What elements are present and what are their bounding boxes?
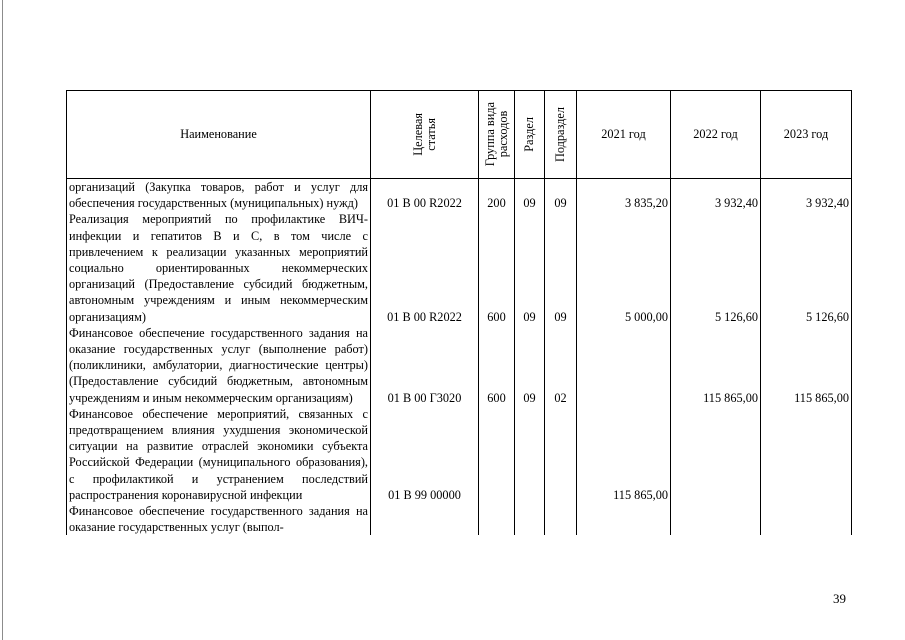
row-name: Реализация мероприятий по профилактике ВИЧ-инфекции и гепатитов В и С, в том числе с привлечением к реализации указанных мероприятий социально ориентированных некоммерческих организаций (Предоставление субсидий бюджетным, автономным учреждениям и иным некоммерческим организациям) — [67, 211, 371, 324]
row-target-article: 01 В 00 R2022 — [371, 179, 479, 212]
row-2021: 115 865,00 — [577, 406, 671, 503]
row-2021: 5 000,00 — [577, 211, 671, 324]
row-2022: 115 865,00 — [671, 325, 761, 406]
row-2023: 3 932,40 — [761, 179, 852, 212]
row-expense-group: 600 — [479, 325, 515, 406]
table-header-row — [67, 91, 852, 179]
row-target-article — [371, 503, 479, 535]
row-2021: 3 835,20 — [577, 179, 671, 212]
header-expense-group-l2: расходов — [495, 111, 510, 158]
row-2021 — [577, 325, 671, 406]
header-2023: 2023 год — [761, 91, 852, 179]
header-expense-group-l1: Группа вида — [482, 102, 497, 167]
row-name: Финансовое обеспечение государственного задания на оказание государственных услуг (выпол- — [67, 503, 371, 535]
budget-table — [66, 90, 852, 535]
row-2023 — [761, 503, 852, 535]
row-name: Финансовое обеспечение государственного задания на оказание государственных услуг (выполнение работ) (поликлиники, амбулатории, диагностические центры) (Предоставление субсидий бюджетным, автономным учреждениям и иным некоммерческим организациям) — [67, 325, 371, 406]
row-section: 09 — [515, 211, 545, 324]
table-row — [67, 325, 852, 406]
header-2022: 2022 год — [671, 91, 761, 179]
table-row — [67, 211, 852, 324]
header-section: Раздел — [515, 91, 545, 179]
row-name: организаций (Закупка товаров, работ и услуг для обеспечения государственных (муниципальных) нужд) — [67, 179, 371, 212]
row-section — [515, 406, 545, 503]
row-2021 — [577, 503, 671, 535]
row-2023: 115 865,00 — [761, 325, 852, 406]
row-2022: 3 932,40 — [671, 179, 761, 212]
table-row — [67, 406, 852, 503]
row-2023: 5 126,60 — [761, 211, 852, 324]
row-section — [515, 503, 545, 535]
header-name: Наименование — [67, 91, 371, 179]
header-target-article-l2: статья — [423, 118, 438, 151]
left-margin-rule — [2, 0, 3, 640]
table-row — [67, 179, 852, 212]
row-target-article: 01 В 00 R2022 — [371, 211, 479, 324]
header-subsection: Подраздел — [545, 91, 577, 179]
row-expense-group — [479, 406, 515, 503]
row-target-article: 01 В 99 00000 — [371, 406, 479, 503]
header-2021: 2021 год — [577, 91, 671, 179]
row-subsection: 09 — [545, 179, 577, 212]
row-subsection: 02 — [545, 325, 577, 406]
row-section: 09 — [515, 325, 545, 406]
header-target-article-l1: Целевая — [410, 113, 425, 156]
row-name: Финансовое обеспечение мероприятий, связанных с предотвращением влияния ухудшения экономической ситуации на развитие отраслей экономики субъекта Российской Федерации (муниципального образования), с профилактикой и устранением последствий распространения коронавирусной инфекции — [67, 406, 371, 503]
header-expense-group — [479, 91, 515, 179]
row-subsection — [545, 406, 577, 503]
page-number: 39 — [833, 591, 846, 606]
header-target-article — [371, 91, 479, 179]
row-expense-group: 200 — [479, 179, 515, 212]
row-2023 — [761, 406, 852, 503]
row-expense-group — [479, 503, 515, 535]
row-target-article: 01 В 00 Г3020 — [371, 325, 479, 406]
row-2022 — [671, 406, 761, 503]
row-subsection — [545, 503, 577, 535]
row-expense-group: 600 — [479, 211, 515, 324]
row-subsection: 09 — [545, 211, 577, 324]
row-2022: 5 126,60 — [671, 211, 761, 324]
row-section: 09 — [515, 179, 545, 212]
row-2022 — [671, 503, 761, 535]
table-row — [67, 503, 852, 535]
